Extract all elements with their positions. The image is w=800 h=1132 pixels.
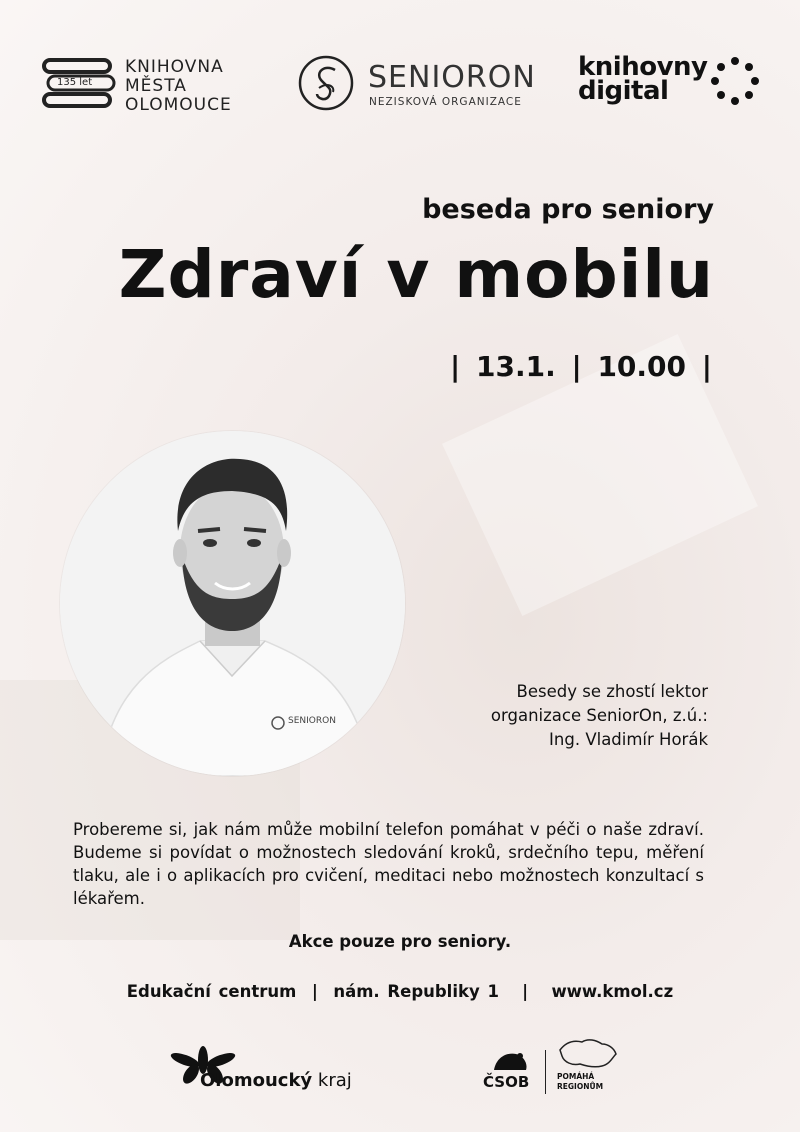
digital-logo-line: digital — [578, 76, 669, 106]
czech-map-icon — [556, 1036, 620, 1072]
library-name-line: MĚSTA — [125, 76, 187, 96]
event-datetime: | 13.1. | 10.00 | — [450, 350, 712, 383]
lector-line: organizace SeniorOn, z.ú.: — [490, 706, 708, 725]
portrait-illustration — [60, 431, 405, 776]
seniors-only-note: Akce pouze pro seniory. — [288, 932, 512, 951]
lector-info — [491, 680, 708, 752]
csob-tagline — [557, 1072, 603, 1092]
csob-tagline-line: REGIONŮM — [557, 1082, 604, 1091]
event-subtitle: beseda pro seniory — [422, 194, 714, 225]
olomoucky-text: Olomoucký — [200, 1070, 313, 1091]
csob-tagline-line: POMÁHÁ — [557, 1072, 595, 1081]
event-description: Probereme si, jak nám může mobilní telefon pomáhat v péči o naše zdraví. Budeme si povídat o možnostech sledování kroků, srdečního tepu, měření tlaku, ale i o aplikacích pro cvičení, meditaci nebo možnostech konzultací s lékařem. — [73, 820, 704, 908]
senioron-logo-icon — [297, 54, 355, 112]
senioron-name: SENIORON — [368, 60, 536, 95]
dots-circle-icon — [710, 56, 760, 106]
kraj-text: kraj — [317, 1070, 352, 1091]
lector-line: Ing. Vladimír Horák — [549, 730, 708, 749]
library-name — [125, 58, 232, 115]
lector-portrait — [60, 431, 405, 776]
event-title: Zdraví v mobilu — [118, 236, 714, 313]
shirt-logo-text: SENIORON — [288, 716, 336, 726]
library-name-line: OLOMOUCE — [125, 95, 232, 115]
library-years: 135 let — [57, 77, 93, 88]
venue-line: Edukační centrum | nám. Republiky 1 | www.kmol.cz — [126, 982, 674, 1001]
csob-hedgehog-icon — [490, 1050, 530, 1072]
library-name-line: KNIHOVNA — [125, 57, 224, 77]
senioron-subtitle: NEZISKOVÁ ORGANIZACE — [369, 96, 522, 108]
olomoucky-kraj-logo — [200, 1070, 352, 1091]
footer-divider — [545, 1050, 546, 1094]
lector-line: Besedy se zhostí lektor — [516, 682, 708, 701]
knihovny-digital-logo — [578, 52, 708, 106]
digital-logo-line: knihovny — [578, 52, 708, 82]
csob-logo-text: ČSOB — [483, 1073, 530, 1091]
